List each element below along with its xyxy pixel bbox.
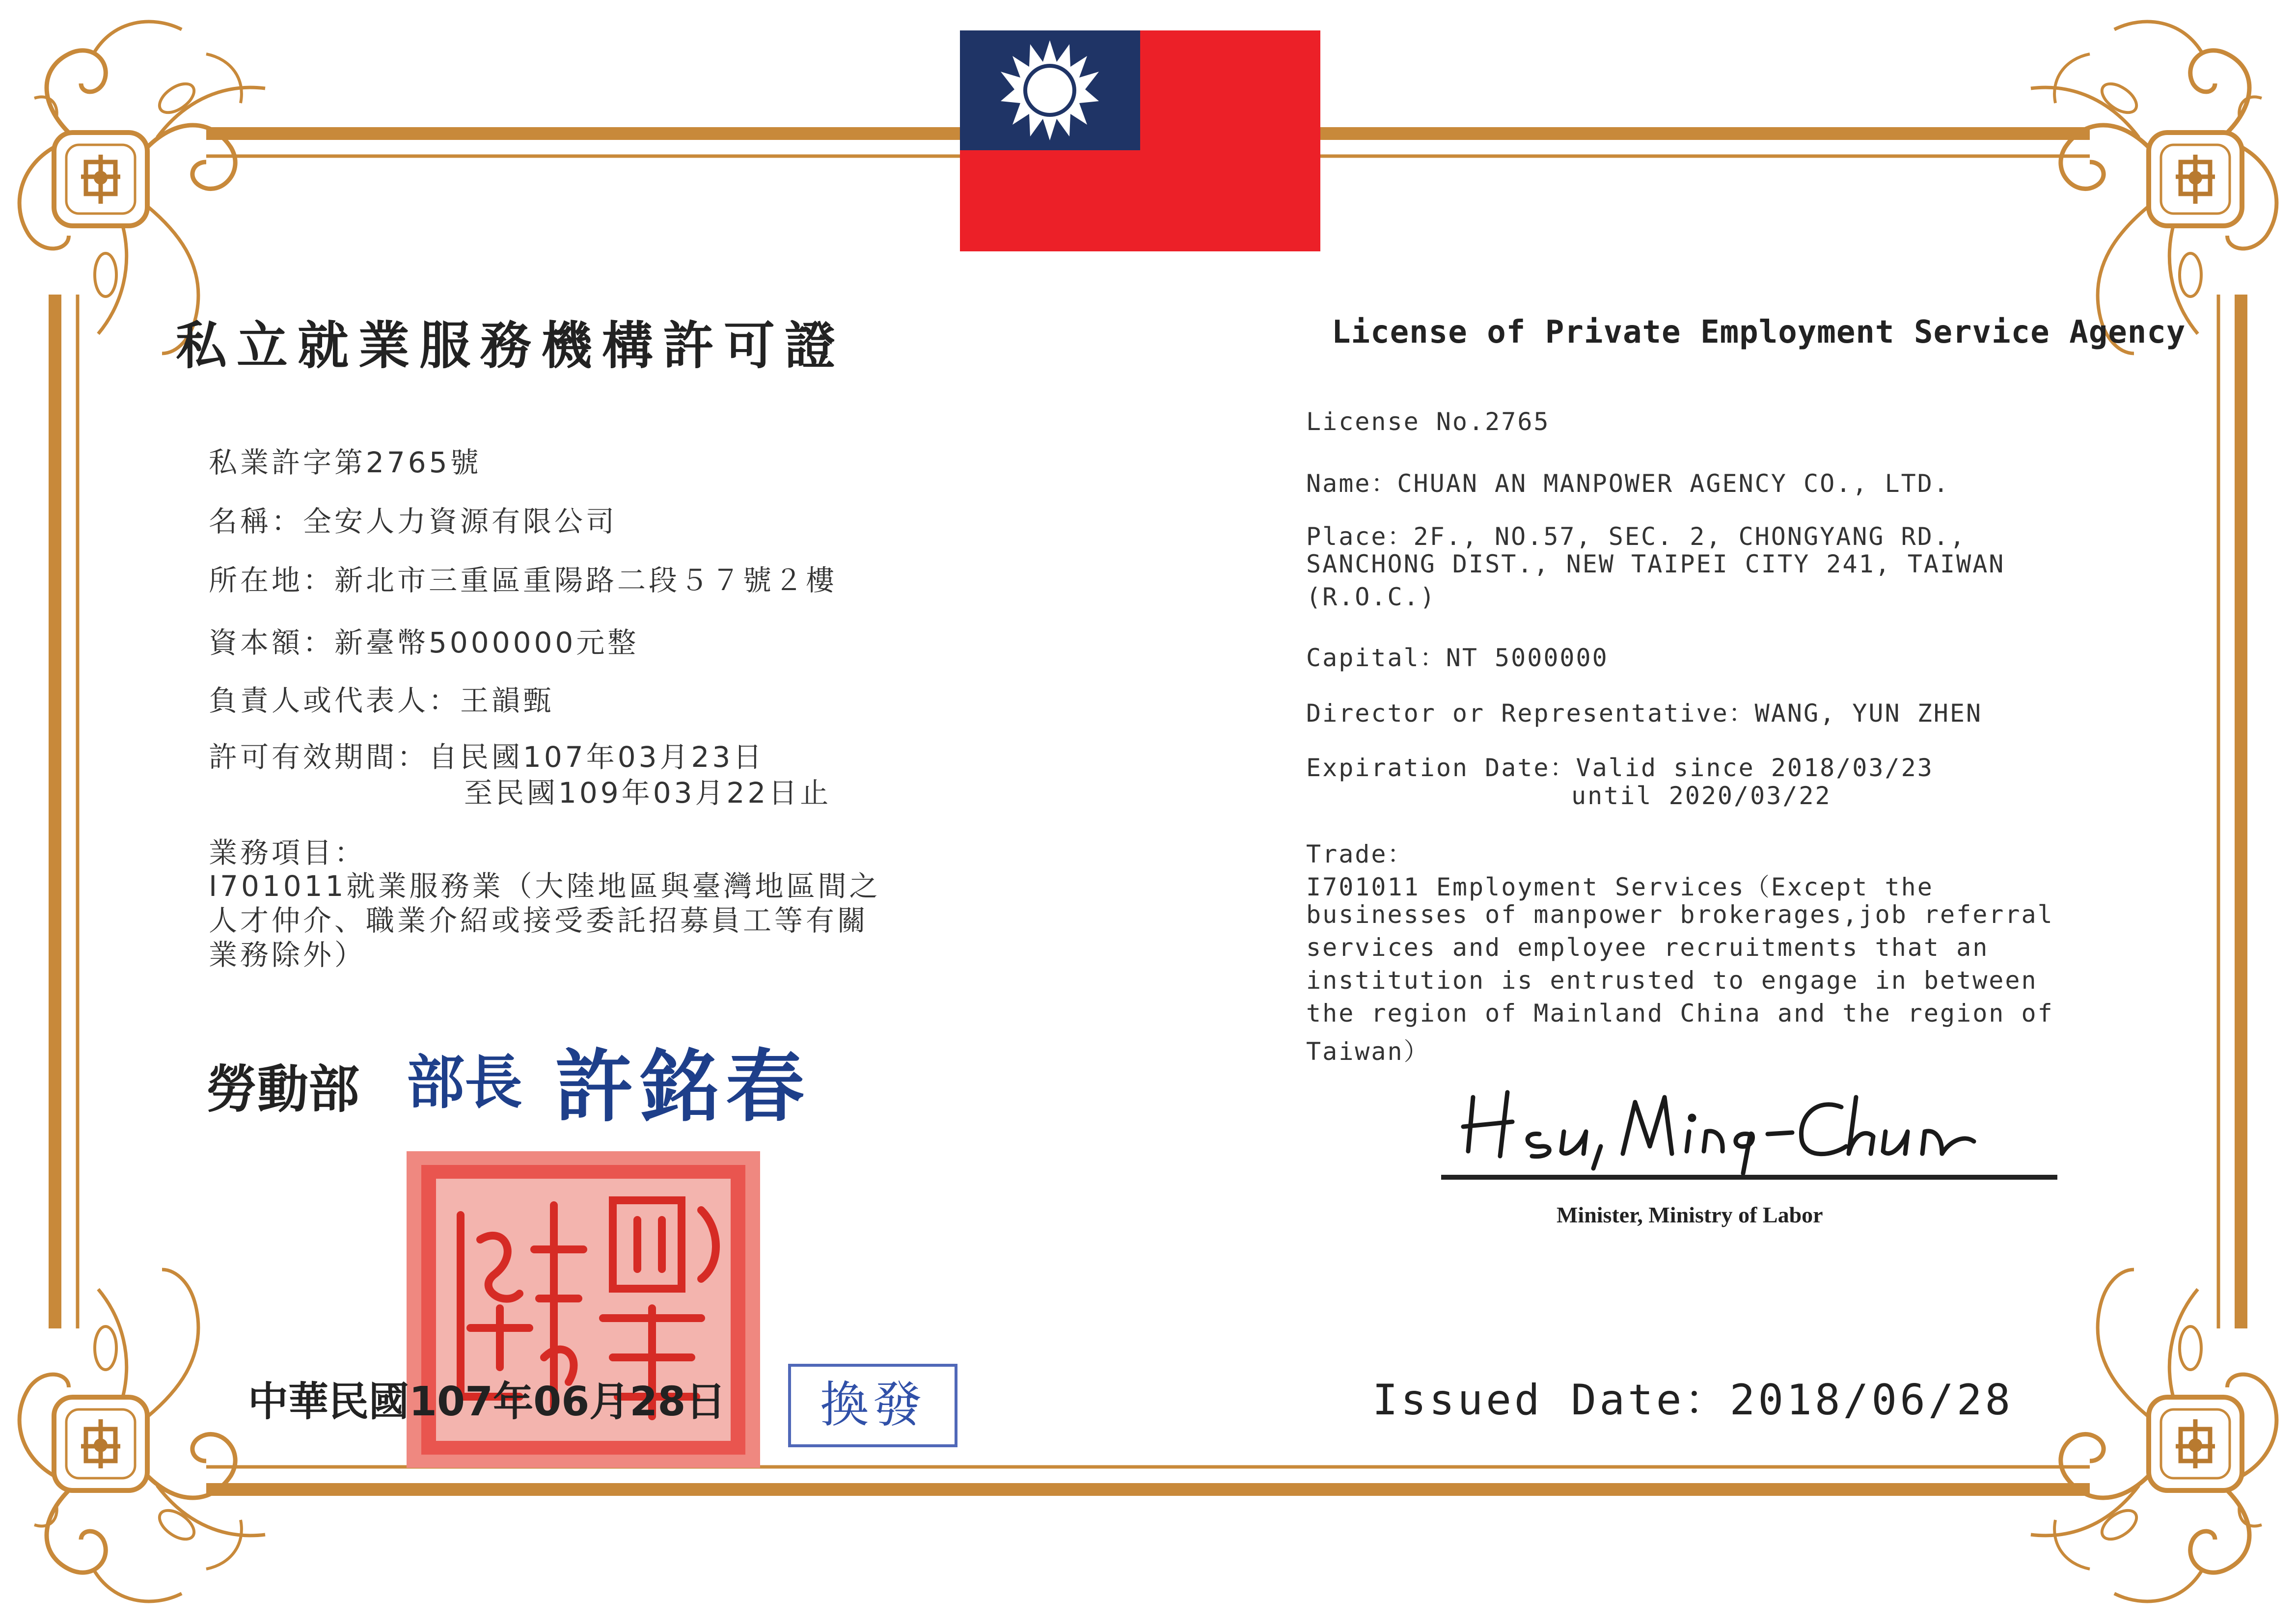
chinese-title: 私立就業服務機構許可證 xyxy=(176,316,846,376)
english-trade-label: Trade： xyxy=(1306,840,1414,868)
english-company-name: Name：CHUAN AN MANPOWER AGENCY CO., LTD. xyxy=(1306,469,1950,498)
national-flag xyxy=(960,30,1320,251)
english-trade-line: services and employee recruitments that an xyxy=(1306,933,1989,962)
english-capital: Capital：NT 5000000 xyxy=(1306,644,1609,672)
reissued-stamp: 換發 xyxy=(788,1364,957,1447)
english-expiration-start: Expiration Date：Valid since 2018/03/23 xyxy=(1306,754,1934,782)
minister-signature xyxy=(1453,1087,2013,1176)
signature-line xyxy=(1441,1175,2057,1180)
white-sun-icon xyxy=(960,30,1140,150)
english-representative: Director or Representative：WANG, YUN ZHEN xyxy=(1306,699,1983,728)
chinese-capital: 資本額：新臺幣5000000元整 xyxy=(209,626,639,659)
english-trade-line: Taiwan） xyxy=(1306,1037,1430,1066)
chinese-address: 所在地：新北市三重區重陽路二段５７號２樓 xyxy=(209,564,838,597)
ministry-name: 勞動部 xyxy=(206,1059,360,1119)
english-title: License of Private Employment Service Agency xyxy=(1332,314,2186,351)
chinese-trade-line: I701011就業服務業（大陸地區與臺灣地區間之 xyxy=(209,869,881,903)
chinese-company-name: 名稱：全安人力資源有限公司 xyxy=(209,505,618,538)
english-place-line: (R.O.C.) xyxy=(1306,583,1436,611)
chinese-trade-line: 業務除外） xyxy=(209,938,366,972)
english-issued-date: Issued Date：2018/06/28 xyxy=(1372,1376,2014,1425)
english-trade-line: institution is entrusted to engage in between xyxy=(1306,966,2038,995)
english-expiration-end: until 2020/03/22 xyxy=(1571,782,1831,810)
english-place-line: Place：2F., NO.57, SEC. 2, CHONGYANG RD., xyxy=(1306,522,1966,551)
chinese-trade-line: 人才仲介、職業介紹或接受委託招募員工等有關 xyxy=(209,904,869,937)
chinese-issued-date: 中華民國107年06月28日 xyxy=(248,1379,726,1425)
english-trade-line: the region of Mainland China and the region of xyxy=(1306,999,2054,1028)
chinese-validity-end: 至民國109年03月22日止 xyxy=(464,776,832,810)
chinese-trade-label: 業務項目： xyxy=(209,836,366,869)
chinese-representative: 負責人或代表人：王韻甄 xyxy=(209,684,555,717)
english-license-no: License No.2765 xyxy=(1306,407,1550,436)
minister-title: 部長 xyxy=(407,1049,523,1116)
english-place-line: SANCHONG DIST., NEW TAIPEI CITY 241, TAIWAN xyxy=(1306,550,2005,578)
english-trade-line: I701011 Employment Services（Except the xyxy=(1306,873,1934,901)
chinese-validity-start: 許可有效期間：自民國107年03月23日 xyxy=(209,740,765,774)
english-trade-line: businesses of manpower brokerages,job referral xyxy=(1306,900,2054,929)
chinese-license-no: 私業許字第2765號 xyxy=(209,446,482,479)
signature-title: Minister, Ministry of Labor xyxy=(1557,1202,1823,1227)
minister-name: 許銘春 xyxy=(555,1041,812,1133)
